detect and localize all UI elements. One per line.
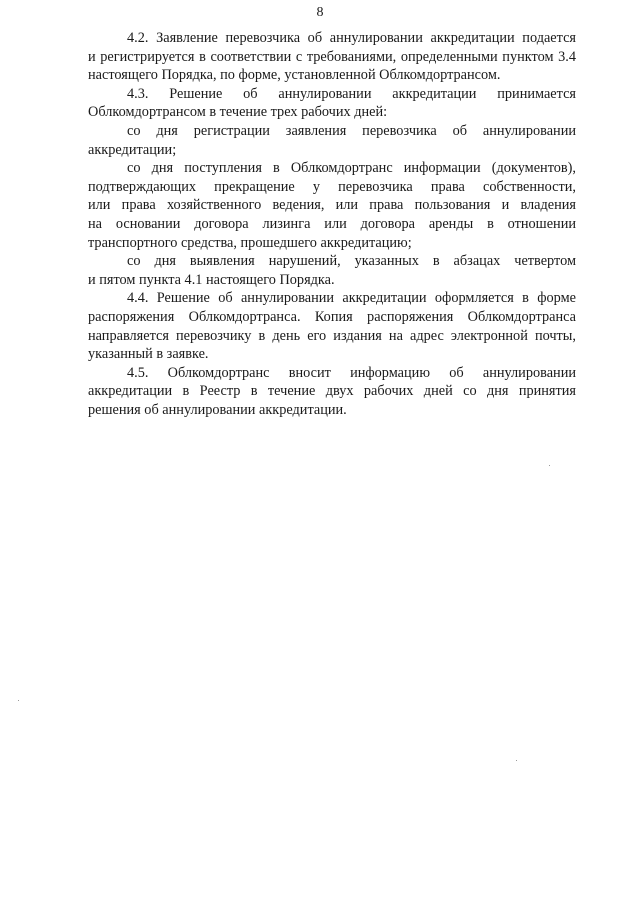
text-line: аккредитации; xyxy=(88,141,177,158)
scan-speck xyxy=(516,760,517,761)
text-line: 4.3. Решение об аннулировании аккредитации принимается xyxy=(127,85,576,102)
text-line: 4.5. Облкомдортранс вносит информацию об аннулировании xyxy=(127,364,576,381)
text-line: со дня поступления в Облкомдортранс информации (документов), xyxy=(127,160,576,177)
text-line: указанный в заявке. xyxy=(88,346,209,363)
paragraph-4-3 xyxy=(88,85,576,122)
text-line: распоряжения Облкомдортранса. Копия распоряжения Облкомдортранса xyxy=(88,308,576,325)
paragraph-4-4 xyxy=(88,289,576,363)
document-body xyxy=(88,29,576,419)
text-line: и пятом пункта 4.1 настоящего Порядка. xyxy=(88,271,335,288)
text-line: аккредитации в Реестр в течение двух рабочих дней со дня принятия xyxy=(88,383,576,400)
text-line: и регистрируется в соответствии с требованиями, определенными пунктом 3.4 xyxy=(88,48,576,65)
paragraph-4-3-item-information xyxy=(88,159,576,252)
page-number: 8 xyxy=(316,5,324,20)
paragraph-4-2 xyxy=(88,29,576,85)
text-line: или права хозяйственного ведения, или права пользования и владения xyxy=(88,197,576,214)
paragraph-4-3-item-violations xyxy=(88,252,576,289)
scan-speck xyxy=(549,465,550,466)
text-line: со дня выявления нарушений, указанных в абзацах четвертом xyxy=(127,253,576,270)
text-line: подтверждающих прекращение у перевозчика права собственности, xyxy=(88,178,576,195)
paragraph-4-5 xyxy=(88,364,576,420)
text-line: решения об аннулировании аккредитации. xyxy=(88,401,347,418)
text-line: на основании договора лизинга или договора аренды в отношении xyxy=(88,215,576,232)
text-line: направляется перевозчику в день его издания на адрес электронной почты, xyxy=(88,327,576,344)
scan-speck xyxy=(18,700,19,701)
text-line: транспортного средства, прошедшего аккредитацию; xyxy=(88,234,412,251)
text-line: 4.2. Заявление перевозчика об аннулировании аккредитации подается xyxy=(127,30,576,46)
text-line: настоящего Порядка, по форме, установленной Облкомдортрансом. xyxy=(88,67,501,84)
paragraph-4-3-item-registration xyxy=(88,122,576,159)
text-line: со дня регистрации заявления перевозчика об аннулировании xyxy=(127,122,576,139)
text-line: 4.4. Решение об аннулировании аккредитации оформляется в форме xyxy=(127,290,576,307)
text-line: Облкомдортрансом в течение трех рабочих дней: xyxy=(88,104,388,121)
